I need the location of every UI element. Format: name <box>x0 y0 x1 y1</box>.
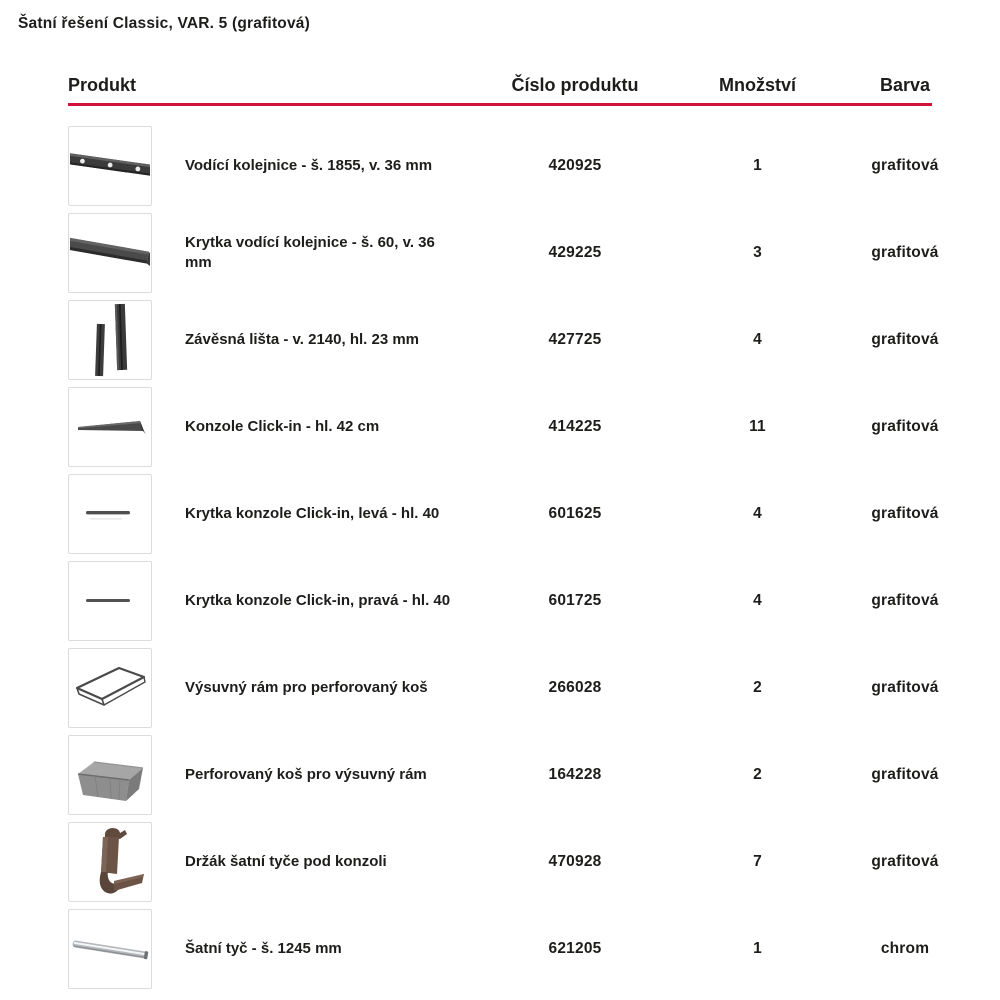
product-thumbnail <box>68 822 152 902</box>
product-table <box>68 62 970 992</box>
bracket-cover-left-image <box>70 476 150 552</box>
product-quantity: 4 <box>753 504 762 522</box>
product-color: grafitová <box>871 156 939 174</box>
product-number: 414225 <box>548 417 602 435</box>
product-quantity: 11 <box>749 417 766 435</box>
table-row <box>68 383 970 470</box>
hanging-rail-image <box>70 302 150 378</box>
product-number: 420925 <box>548 156 602 174</box>
column-header-color: Barva <box>879 75 931 95</box>
product-quantity: 2 <box>753 765 762 783</box>
product-number: 470928 <box>548 852 602 870</box>
product-color: grafitová <box>871 678 939 696</box>
product-color: grafitová <box>871 852 939 870</box>
product-name: Krytka konzole Click-in, levá - hl. 40 <box>185 504 440 522</box>
product-name: Držák šatní tyče pod konzoli <box>185 852 387 870</box>
column-header-quantity: Množství <box>718 75 796 95</box>
table-row <box>68 818 970 905</box>
product-thumbnail <box>68 909 152 989</box>
table-body <box>68 122 970 992</box>
rail-cover-image <box>70 215 150 291</box>
product-thumbnail <box>68 213 152 293</box>
product-number: 164228 <box>548 765 602 783</box>
guide-rail-image <box>70 128 150 204</box>
perforated-basket-image <box>70 737 150 813</box>
product-color: grafitová <box>871 591 939 609</box>
product-name: Závěsná lišta - v. 2140, hl. 23 mm <box>185 330 420 348</box>
table-row <box>68 644 970 731</box>
table-header-row <box>68 62 970 96</box>
product-number: 427725 <box>548 330 602 348</box>
product-name: Výsuvný rám pro perforovaný koš <box>185 678 428 696</box>
table-row <box>68 557 970 644</box>
product-color: grafitová <box>871 243 939 261</box>
product-number: 601725 <box>548 591 602 609</box>
pullout-frame-image <box>70 650 150 726</box>
product-thumbnail <box>68 735 152 815</box>
product-number: 601625 <box>548 504 602 522</box>
product-thumbnail <box>68 648 152 728</box>
rod-holder-image <box>70 824 150 900</box>
table-row <box>68 122 970 209</box>
product-quantity: 4 <box>753 330 762 348</box>
page-title: Šatní řešení Classic, VAR. 5 (grafitová) <box>18 15 310 32</box>
product-quantity: 3 <box>753 243 762 261</box>
product-name: Konzole Click-in - hl. 42 cm <box>185 417 380 435</box>
product-quantity: 4 <box>753 591 762 609</box>
product-quantity: 7 <box>753 852 762 870</box>
header-divider <box>68 103 932 106</box>
product-thumbnail <box>68 126 152 206</box>
product-color: chrom <box>880 939 930 957</box>
product-quantity: 2 <box>753 678 762 696</box>
table-row <box>68 296 970 383</box>
bracket-cover-right-image <box>70 563 150 639</box>
product-color: grafitová <box>871 417 939 435</box>
product-color: grafitová <box>871 765 939 783</box>
table-row <box>68 209 970 296</box>
product-thumbnail <box>68 474 152 554</box>
column-header-product: Produkt <box>68 75 137 95</box>
column-header-number: Číslo produktu <box>511 75 639 95</box>
product-thumbnail <box>68 561 152 641</box>
product-name: Perforovaný koš pro výsuvný rám <box>185 765 427 783</box>
product-name: Šatní tyč - š. 1245 mm <box>185 939 342 957</box>
product-color: grafitová <box>871 504 939 522</box>
table-row <box>68 905 970 992</box>
product-number: 266028 <box>548 678 602 696</box>
product-quantity: 1 <box>753 939 762 957</box>
product-thumbnail <box>68 387 152 467</box>
product-number: 429225 <box>548 243 602 261</box>
bracket-image <box>70 389 150 465</box>
product-number: 621205 <box>548 939 602 957</box>
product-color: grafitová <box>871 330 939 348</box>
table-row <box>68 470 970 557</box>
product-thumbnail <box>68 300 152 380</box>
clothes-rod-image <box>70 911 150 987</box>
product-name: Krytka vodící kolejnice - š. 60, v. 36 mm <box>185 234 435 271</box>
product-quantity: 1 <box>753 156 762 174</box>
table-row <box>68 731 970 818</box>
product-name: Vodící kolejnice - š. 1855, v. 36 mm <box>185 156 433 174</box>
product-name: Krytka konzole Click-in, pravá - hl. 40 <box>185 591 451 609</box>
